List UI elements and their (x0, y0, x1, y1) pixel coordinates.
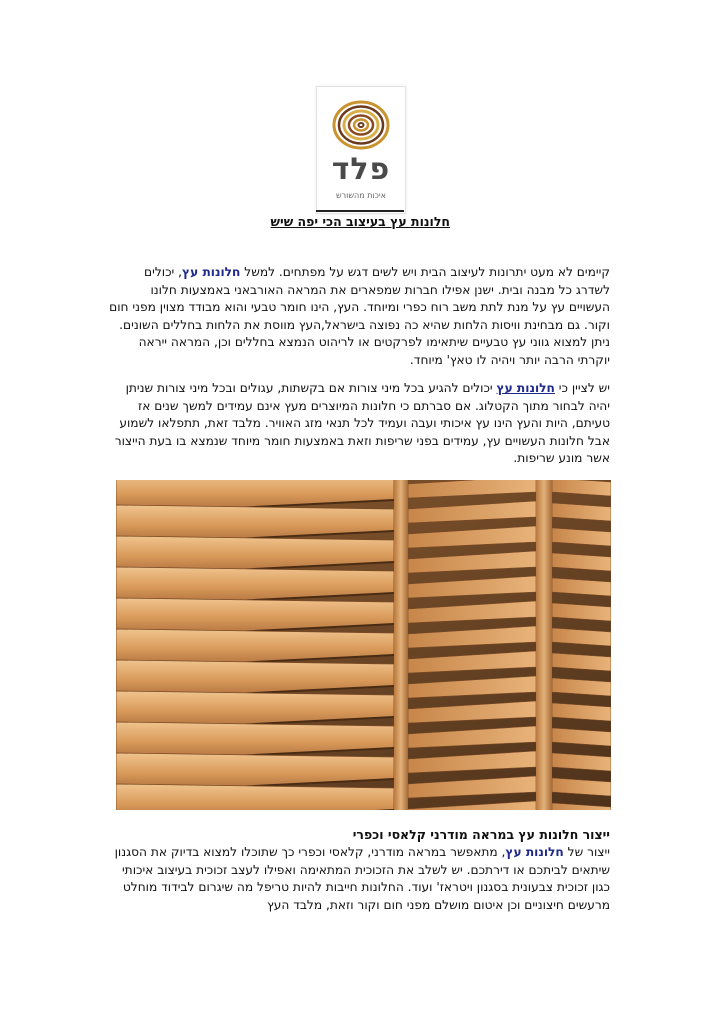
intro-text-start: קיימים לא מעט יתרונות לעיצוב הבית ויש לשים דגש על מפתחים. למשל (240, 265, 610, 279)
wooden-shutter-louvers-icon (116, 480, 611, 810)
wood-windows-keyword-2: חלונות עץ (505, 845, 564, 859)
styles-text-start: ייצור של (563, 845, 610, 859)
shapes-paragraph (108, 380, 610, 468)
styles-paragraph (108, 844, 610, 914)
styles-text-rest: , מתאפשר במראה מודרני, קלאסי וכפרי כך שתוכלו למצוא בדיוק את הסגנון שיתאים לביתכם או דירתכם. יש לשלב את הזכוכית המתאימה ואפילו לעצב זכוכית בעיצוב איכותי כגון זכוכית צבעונית בסגנון ויטראז' ועוד. החלונות חייבות להיות טריפל מה שיגרום לבידוד מוחלט מרעשים חיצוניים וכן איטום מושלם מפני חום וקור וזאת, מלבד העץ (114, 845, 610, 912)
section-heading: ייצור חלונות עץ במראה מודרני קלאסי וכפרי (352, 827, 610, 842)
logo-underline (316, 210, 404, 212)
company-logo (316, 86, 406, 214)
wooden-shutters-photo (116, 480, 611, 810)
logo-wordmark: פלד (331, 152, 391, 187)
wood-windows-link[interactable]: חלונות עץ (496, 381, 555, 395)
wood-windows-keyword: חלונות עץ (182, 265, 241, 279)
page-title: חלונות עץ בעיצוב הכי יפה שיש (270, 214, 450, 229)
shapes-text-start: יש לציין כי (554, 381, 610, 395)
shapes-text-rest: יכולים להגיע בכל מיני צורות אם בקשתות, עגולים ובכל מיני צורות שניתן יהיה לבחור מתוך הקטלוג. אם סברתם כי חלונות המיוצרים מעץ אינם עמידים למשך שנים אז טעיתם, היות והעץ הינו עץ איכותי ועבה ועמיד לכל תנאי מזג האוויר. מלבד זאת, תתפלאו לשמוע אבל חלונות העשויים עץ, עמידים בפני שריפות וזאת באמצעות חומר מיוחד שנמצא בו בעת הייצור אשר מונע שריפות. (114, 381, 610, 466)
logo-tagline: איכות מהשורש (335, 191, 387, 200)
intro-paragraph (108, 264, 610, 370)
intro-text-rest: , יכולים לשדרג כל מבנה ובית. ישנן אפילו חברות שמפארים את המראה האורבאני באמצעות חלונו העשויים עץ על מנת לתת משב רוח כפרי ומיוחד. העץ, הינו חומר טבעי והוא מבודד מצוין מפני חום וקור. גם מבחינת וויסות הלחות שהיא כה נפוצה בישראל,העץ מווסת את הלחות בחללים השונים. ניתן למצוא גווני עץ טבעיים שיתאימו לפרקטים או לריהוט הנמצא בחללים וכן, המראה ייראה יוקרתי הרבה יותר ויהיה לו טאץ' מיוחד. (109, 265, 610, 367)
fingerprint-rings-icon (317, 87, 405, 157)
